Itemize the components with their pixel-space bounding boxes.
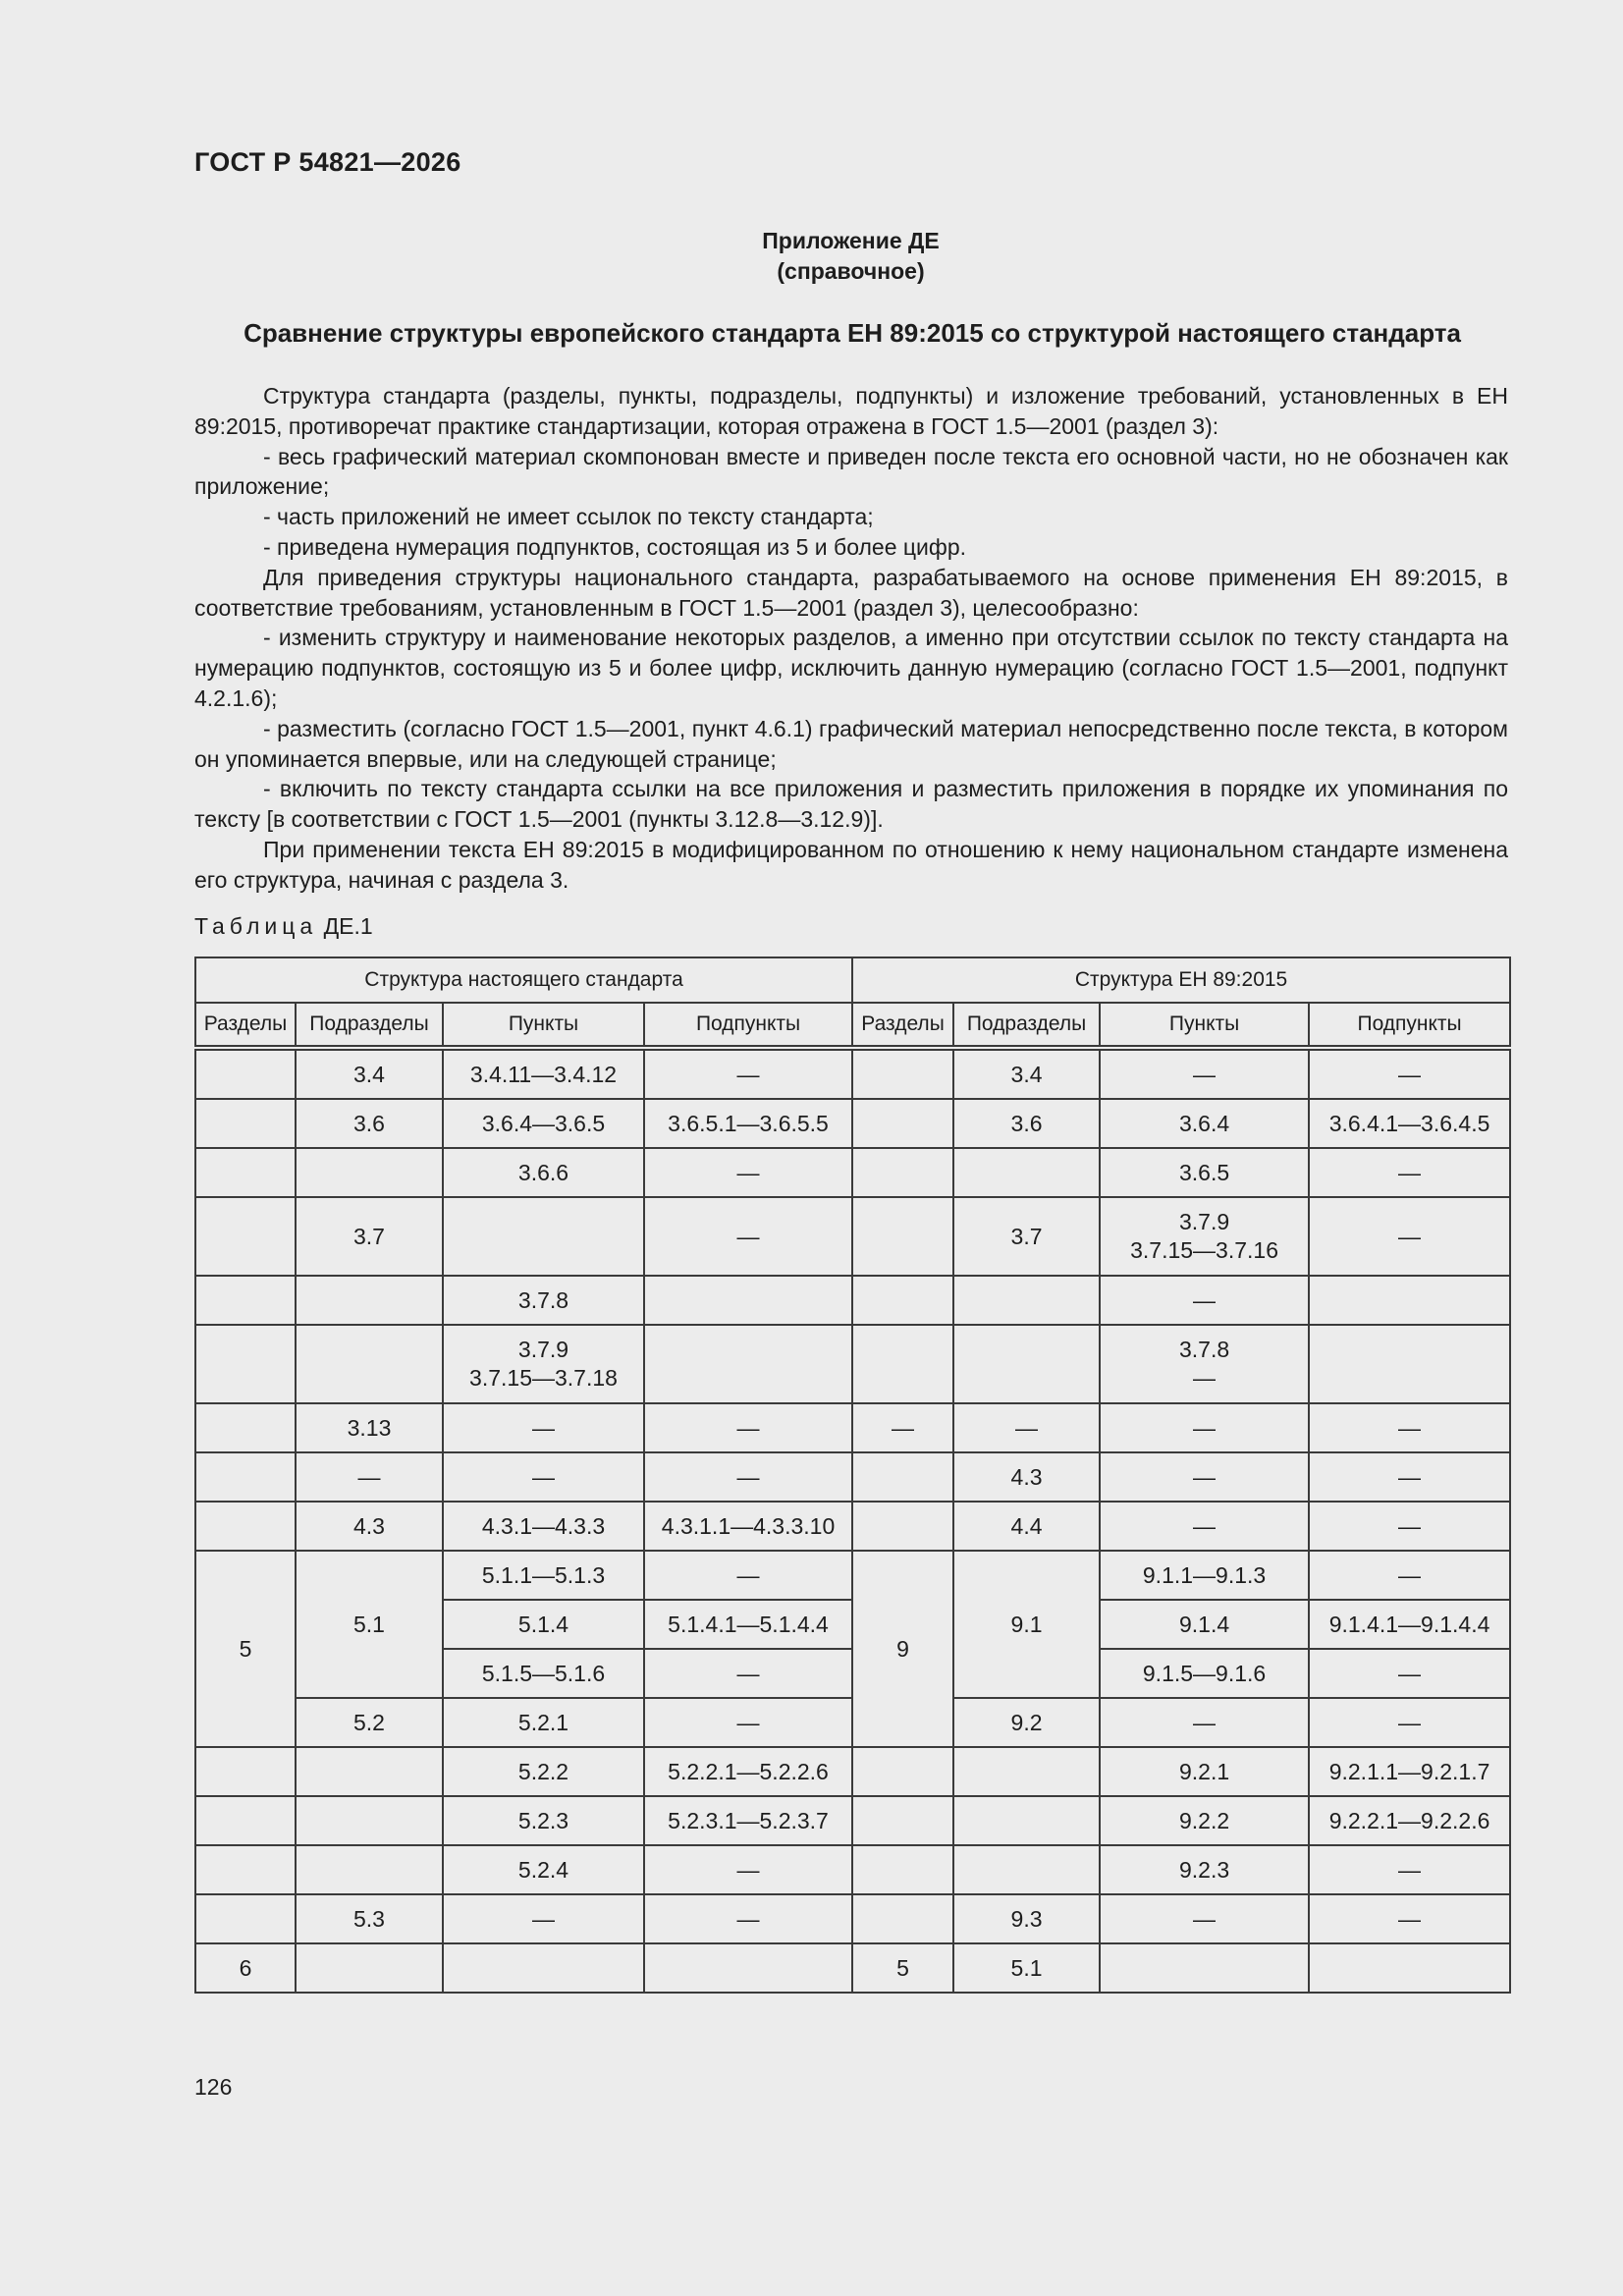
table-row	[195, 1943, 1510, 1993]
table-cell	[195, 1747, 296, 1796]
table-cell	[195, 1048, 296, 1099]
table-cell	[443, 1197, 644, 1276]
table-cell	[195, 1502, 296, 1551]
table-cell: —	[296, 1452, 443, 1502]
table-cell: —	[644, 1452, 852, 1502]
table-cell: 5.1.1—5.1.3	[443, 1551, 644, 1600]
table-cell: —	[644, 1403, 852, 1452]
table-row	[195, 1325, 1510, 1403]
table-cell: —	[644, 1148, 852, 1197]
table-cell: 4.3	[296, 1502, 443, 1551]
table-row	[195, 1197, 1510, 1276]
cell-line: 3.7.15—3.7.16	[1130, 1237, 1278, 1263]
table-cell: 5.2.4	[443, 1845, 644, 1894]
table-cell: —	[1309, 1551, 1510, 1600]
table-cell: 9.3	[953, 1894, 1100, 1943]
table-cell	[296, 1845, 443, 1894]
table-cell	[296, 1747, 443, 1796]
table-cell	[852, 1048, 953, 1099]
table-cell: 9.1.5—9.1.6	[1100, 1649, 1309, 1698]
table-cell	[1309, 1325, 1510, 1403]
table-cell: —	[1309, 1698, 1510, 1747]
table-cell: —	[1100, 1502, 1309, 1551]
table-cell: 5.1	[296, 1551, 443, 1698]
table-cell: 9.2	[953, 1698, 1100, 1747]
column-header: Пункты	[443, 1003, 644, 1048]
column-header: Подпункты	[644, 1003, 852, 1048]
cell-line: 3.7.8	[1178, 1337, 1230, 1362]
table-cell: 9.2.1.1—9.2.1.7	[1309, 1747, 1510, 1796]
table-cell: —	[852, 1403, 953, 1452]
table-cell	[1100, 1943, 1309, 1993]
table-cell	[195, 1894, 296, 1943]
table-cell: 5.2.2.1—5.2.2.6	[644, 1747, 852, 1796]
table-cell: 9.1	[953, 1551, 1100, 1698]
table-cell: 3.6.6	[443, 1148, 644, 1197]
table-cell: —	[953, 1403, 1100, 1452]
table-cell	[852, 1148, 953, 1197]
table-cell: —	[443, 1403, 644, 1452]
list-item: - приведена нумерация подпунктов, состоящая из 5 и более цифр.	[263, 533, 966, 560]
table-cell	[296, 1796, 443, 1845]
table-cell: 9.1.4.1—9.1.4.4	[1309, 1600, 1510, 1649]
table-cell: —	[1309, 1048, 1510, 1099]
table-cell: 9	[852, 1551, 953, 1747]
table-row	[195, 1502, 1510, 1551]
group-header-current: Структура настоящего стандарта	[195, 957, 852, 1003]
table-caption-number: ДЕ.1	[323, 913, 373, 939]
table-cell: —	[443, 1452, 644, 1502]
table-cell	[644, 1276, 852, 1325]
table-cell	[644, 1325, 852, 1403]
table-cell	[852, 1747, 953, 1796]
table-cell	[296, 1276, 443, 1325]
table-cell: 5.3	[296, 1894, 443, 1943]
table-cell	[296, 1943, 443, 1993]
table-cell	[852, 1325, 953, 1403]
table-row	[195, 1148, 1510, 1197]
table-cell: 3.7	[296, 1197, 443, 1276]
table-cell	[1100, 1197, 1309, 1276]
table-cell	[852, 1845, 953, 1894]
table-cell: 4.3.1.1—4.3.3.10	[644, 1502, 852, 1551]
table-cell: 4.4	[953, 1502, 1100, 1551]
table-cell	[443, 1325, 644, 1403]
table-row	[195, 1845, 1510, 1894]
table-cell: 5.1.5—5.1.6	[443, 1649, 644, 1698]
table-cell: —	[1309, 1452, 1510, 1502]
table-cell: 9.2.2	[1100, 1796, 1309, 1845]
table-row	[195, 1796, 1510, 1845]
table-cell: 5.1.4	[443, 1600, 644, 1649]
table-cell: 3.4	[953, 1048, 1100, 1099]
table-cell: 3.7.8	[443, 1276, 644, 1325]
table-cell: 5.1.4.1—5.1.4.4	[644, 1600, 852, 1649]
table-cell: 5.2.3.1—5.2.3.7	[644, 1796, 852, 1845]
table-cell	[852, 1796, 953, 1845]
table-cell: 9.2.3	[1100, 1845, 1309, 1894]
table-cell: 5	[195, 1551, 296, 1747]
table-cell	[296, 1148, 443, 1197]
appendix-heading	[0, 226, 1623, 287]
list-item: - изменить структуру и наименование некоторых разделов, а именно при отсутствии ссылок по тексту стандарта на нумерацию подпунктов, состоящую из 5 и более цифр, исключить данную нумерацию (согласно ГОСТ 1.5—2001, подпункт 4.2.1.6);	[194, 625, 1508, 711]
table-cell	[953, 1276, 1100, 1325]
table-cell	[1309, 1276, 1510, 1325]
list-item: - весь графический материал скомпонован вместе и приведен после текста его основной части, но не обозначен как приложение;	[194, 443, 1508, 500]
table-cell: 5.2	[296, 1698, 443, 1747]
table-cell: —	[644, 1048, 852, 1099]
paragraph: Для приведения структуры национального стандарта, разрабатываемого на основе применения ЕН 89:2015, в соответствие требованиям, установленным в ГОСТ 1.5—2001 (раздел 3), целесообразно:	[194, 564, 1508, 621]
table-cell	[852, 1452, 953, 1502]
table-cell: —	[1100, 1698, 1309, 1747]
table-cell: —	[644, 1698, 852, 1747]
table-cell: —	[1309, 1845, 1510, 1894]
table-cell: —	[644, 1649, 852, 1698]
table-cell	[644, 1943, 852, 1993]
table-cell: —	[1309, 1894, 1510, 1943]
table-cell	[296, 1325, 443, 1403]
page-number: 126	[194, 2074, 233, 2100]
table-cell: —	[1309, 1148, 1510, 1197]
table-cell: —	[1100, 1894, 1309, 1943]
table-row	[195, 1551, 1510, 1600]
table-cell: 3.4.11—3.4.12	[443, 1048, 644, 1099]
table-row	[195, 1099, 1510, 1148]
table-cell: 6	[195, 1943, 296, 1993]
table-cell: 9.2.1	[1100, 1747, 1309, 1796]
table-cell: —	[1100, 1276, 1309, 1325]
table-cell	[953, 1747, 1100, 1796]
table-cell	[195, 1197, 296, 1276]
table-cell	[195, 1845, 296, 1894]
table-cell	[953, 1796, 1100, 1845]
paragraph: Структура стандарта (разделы, пункты, подразделы, подпункты) и изложение требований, установленных в ЕН 89:2015, противоречат практике стандартизации, которая отражена в ГОСТ 1.5—2001 (раздел 3):	[194, 383, 1508, 439]
table-cell	[195, 1325, 296, 1403]
table-cell: —	[1100, 1403, 1309, 1452]
table-row	[195, 1747, 1510, 1796]
table-cell	[443, 1943, 644, 1993]
list-item: - включить по тексту стандарта ссылки на все приложения и разместить приложения в порядке их упоминания по тексту [в соответствии с ГОСТ 1.5—2001 (пункты 3.12.8—3.12.9)].	[194, 776, 1508, 833]
table-cell	[195, 1276, 296, 1325]
table-cell: 5.2.3	[443, 1796, 644, 1845]
appendix-title: Приложение ДЕ	[762, 228, 940, 253]
table-cell	[1309, 1943, 1510, 1993]
document-id: ГОСТ Р 54821—2026	[194, 147, 461, 177]
table-cell: —	[1309, 1649, 1510, 1698]
body-text	[194, 381, 1508, 896]
table-cell: 5	[852, 1943, 953, 1993]
paragraph: При применении текста ЕН 89:2015 в модифицированном по отношению к нему национальном стандарте изменена его структура, начиная с раздела 3.	[194, 836, 1508, 893]
table-cell: 3.6.4—3.6.5	[443, 1099, 644, 1148]
table-cell: 9.1.1—9.1.3	[1100, 1551, 1309, 1600]
column-header: Пункты	[1100, 1003, 1309, 1048]
table-cell	[195, 1452, 296, 1502]
table-cell	[852, 1276, 953, 1325]
table-cell: 5.2.1	[443, 1698, 644, 1747]
table-cell: —	[1100, 1048, 1309, 1099]
table-cell: —	[1309, 1502, 1510, 1551]
table-cell	[195, 1796, 296, 1845]
table-cell: —	[644, 1894, 852, 1943]
main-title: Сравнение структуры европейского стандарта ЕН 89:2015 со структурой настоящего стандарта	[243, 318, 1461, 348]
table-cell: —	[644, 1197, 852, 1276]
table-cell: 3.13	[296, 1403, 443, 1452]
column-header: Разделы	[852, 1003, 953, 1048]
table-cell	[953, 1845, 1100, 1894]
list-item: - часть приложений не имеет ссылок по тексту стандарта;	[263, 504, 874, 530]
table-cell	[953, 1148, 1100, 1197]
table-cell	[953, 1325, 1100, 1403]
list-item: - разместить (согласно ГОСТ 1.5—2001, пункт 4.6.1) графический материал непосредственно после текста, в котором он упоминается впервые, или на следующей странице;	[194, 715, 1508, 772]
table-row	[195, 1894, 1510, 1943]
table-cell: —	[644, 1551, 852, 1600]
table-row	[195, 1276, 1510, 1325]
table-cell: 5.1	[953, 1943, 1100, 1993]
column-header: Подразделы	[953, 1003, 1100, 1048]
table-cell: 3.6.5	[1100, 1148, 1309, 1197]
table-row	[195, 1048, 1510, 1099]
table-cell: —	[1309, 1197, 1510, 1276]
table-cell: 3.7	[953, 1197, 1100, 1276]
table-cell: 3.6	[296, 1099, 443, 1148]
table-cell: 5.2.2	[443, 1747, 644, 1796]
table-cell: 9.1.4	[1100, 1600, 1309, 1649]
table-cell: 4.3.1—4.3.3	[443, 1502, 644, 1551]
table-cell: 3.6.5.1—3.6.5.5	[644, 1099, 852, 1148]
table-cell: 3.4	[296, 1048, 443, 1099]
column-header: Подпункты	[1309, 1003, 1510, 1048]
table-row	[195, 1403, 1510, 1452]
table-caption	[194, 913, 373, 940]
cell-line: 3.7.15—3.7.18	[469, 1365, 618, 1391]
table-row	[195, 1452, 1510, 1502]
appendix-status: (справочное)	[777, 258, 925, 284]
table-cell: 3.6	[953, 1099, 1100, 1148]
group-header-en: Структура ЕН 89:2015	[852, 957, 1510, 1003]
table-cell: 4.3	[953, 1452, 1100, 1502]
table-cell: 3.6.4	[1100, 1099, 1309, 1148]
table-cell	[195, 1099, 296, 1148]
table-cell: —	[1100, 1452, 1309, 1502]
table-cell	[852, 1099, 953, 1148]
column-header: Подразделы	[296, 1003, 443, 1048]
table-cell: 9.2.2.1—9.2.2.6	[1309, 1796, 1510, 1845]
table-caption-word: Таблица	[194, 913, 318, 939]
table-cell: —	[443, 1894, 644, 1943]
table-cell	[1100, 1325, 1309, 1403]
structure-comparison-table	[194, 957, 1511, 1994]
table-cell	[852, 1197, 953, 1276]
table-cell: —	[644, 1845, 852, 1894]
table-cell	[195, 1148, 296, 1197]
table-cell	[852, 1894, 953, 1943]
table-cell	[852, 1502, 953, 1551]
table-cell: 3.6.4.1—3.6.4.5	[1309, 1099, 1510, 1148]
table-cell	[195, 1403, 296, 1452]
cell-line: 3.7.9	[1178, 1209, 1230, 1234]
table-cell: —	[1309, 1403, 1510, 1452]
column-header: Разделы	[195, 1003, 296, 1048]
cell-line: —	[1193, 1365, 1217, 1391]
cell-line: 3.7.9	[517, 1337, 569, 1362]
